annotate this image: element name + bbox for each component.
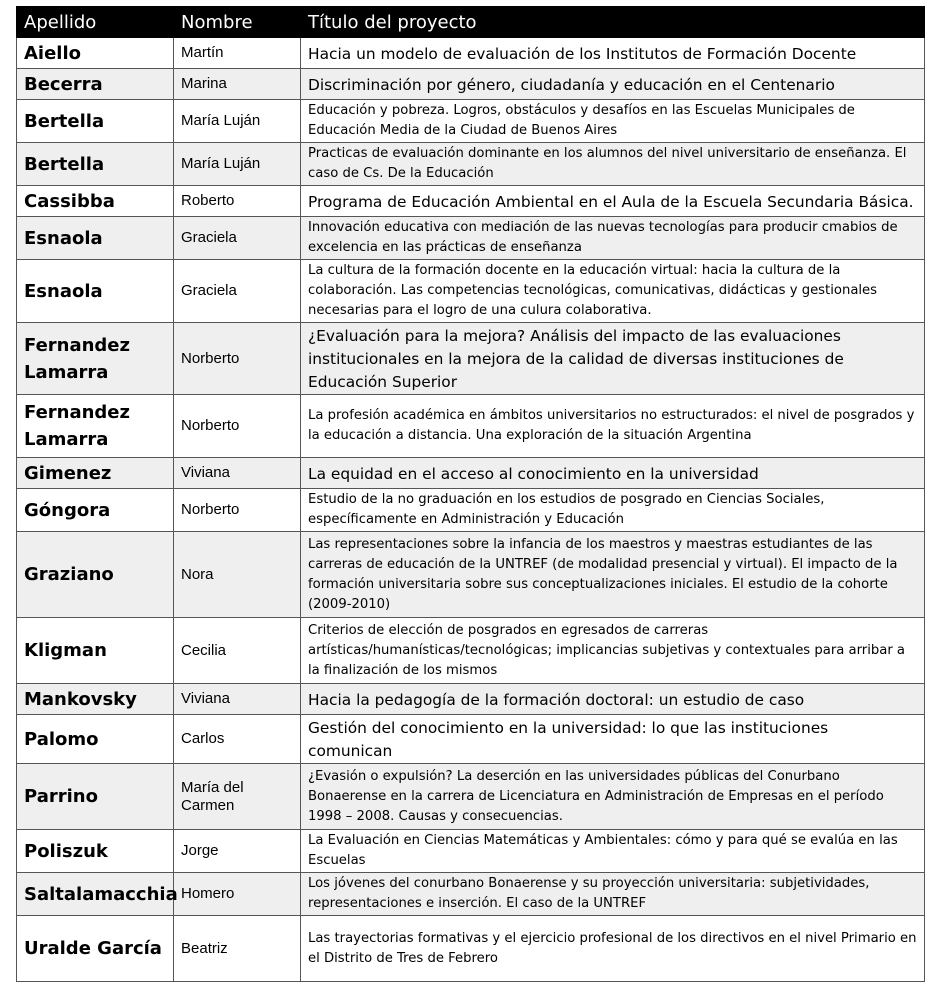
firstname-cell: Norberto (174, 489, 301, 532)
table-row (17, 618, 925, 684)
header-row (17, 7, 925, 38)
title-cell: La profesión académica en ámbitos universitarios no estructurados: el nivel de posgrados y la educación a distancia. Una exploración de la situación Argentina (301, 395, 925, 458)
title-cell: La cultura de la formación docente en la educación virtual: hacia la cultura de la colaboración. Las competencias tecnológicas, comunicativas, didácticas y gestionales necesarias para el logro de una culura colaborativa. (301, 260, 925, 323)
surname-cell: Bertella (17, 100, 174, 143)
surname-cell: Becerra (17, 69, 174, 100)
surname-cell: Fernandez Lamarra (17, 323, 174, 395)
firstname-cell: Norberto (174, 395, 301, 458)
surname-cell: Esnaola (17, 217, 174, 260)
title-cell: Las trayectorias formativas y el ejercicio profesional de los directivos en el nivel Primario en el Distrito de Tres de Febrero (301, 916, 925, 982)
table-row (17, 100, 925, 143)
surname-cell: Esnaola (17, 260, 174, 323)
surname-cell: Góngora (17, 489, 174, 532)
title-cell: Practicas de evaluación dominante en los alumnos del nivel universitario de enseñanza. El caso de Cs. De la Educación (301, 143, 925, 186)
table-row (17, 916, 925, 982)
surname-cell: Bertella (17, 143, 174, 186)
table-row (17, 217, 925, 260)
table-row (17, 458, 925, 489)
table-row (17, 715, 925, 764)
firstname-cell: Graciela (174, 217, 301, 260)
title-cell: Estudio de la no graduación en los estudios de posgrado en Ciencias Sociales, específicamente en Administración y Educación (301, 489, 925, 532)
table-row (17, 830, 925, 873)
projects-table (16, 6, 925, 982)
title-cell: Hacia un modelo de evaluación de los Institutos de Formación Docente (301, 38, 925, 69)
title-cell: Educación y pobreza. Logros, obstáculos y desafíos en las Escuelas Municipales de Educación Media de la Ciudad de Buenos Aires (301, 100, 925, 143)
title-cell: Innovación educativa con mediación de las nuevas tecnologías para producir cmabios de excelencia en las prácticas de enseñanza (301, 217, 925, 260)
firstname-cell: Jorge (174, 830, 301, 873)
firstname-cell: Martín (174, 38, 301, 69)
table-row (17, 684, 925, 715)
surname-cell: Aiello (17, 38, 174, 69)
title-cell: Gestión del conocimiento en la universidad: lo que las instituciones comunican (301, 715, 925, 764)
title-cell: Los jóvenes del conurbano Bonaerense y su proyección universitaria: subjetividades, representaciones e inserción. El caso de la UNTREF (301, 873, 925, 916)
firstname-cell: Marina (174, 69, 301, 100)
firstname-cell: Carlos (174, 715, 301, 764)
table-row (17, 143, 925, 186)
table-row (17, 532, 925, 618)
title-cell: Criterios de elección de posgrados en egresados de carreras artísticas/humanísticas/tecnológicas; implicancias subjetivas y contextuales para arribar a la finalización de los mismos (301, 618, 925, 684)
table-row (17, 489, 925, 532)
surname-cell: Mankovsky (17, 684, 174, 715)
surname-cell: Parrino (17, 764, 174, 830)
firstname-cell: Graciela (174, 260, 301, 323)
table-row (17, 873, 925, 916)
title-cell: ¿Evaluación para la mejora? Análisis del impacto de las evaluaciones institucionales en la mejora de la calidad de diversas instituciones de Educación Superior (301, 323, 925, 395)
firstname-cell: María del Carmen (174, 764, 301, 830)
table-row (17, 69, 925, 100)
title-cell: ¿Evasión o expulsión? La deserción en las universidades públicas del Conurbano Bonaerense en la carrera de Licenciatura en Administración de Empresas en el período 1998 – 2008. Causas y consecuencias. (301, 764, 925, 830)
title-cell: Las representaciones sobre la infancia de los maestros y maestras estudiantes de las carreras de educación de la UNTREF (de modalidad presencial y virtual). El impacto de la formación universitaria sobre sus conceptualizaciones iniciales. El estudio de la cohorte (2009-2010) (301, 532, 925, 618)
firstname-cell: Homero (174, 873, 301, 916)
surname-cell: Graziano (17, 532, 174, 618)
table-row (17, 38, 925, 69)
header-title: Título del proyecto (301, 7, 925, 38)
firstname-cell: Beatriz (174, 916, 301, 982)
surname-cell: Gimenez (17, 458, 174, 489)
header-surname: Apellido (17, 7, 174, 38)
firstname-cell: Nora (174, 532, 301, 618)
firstname-cell: Roberto (174, 186, 301, 217)
firstname-cell: Viviana (174, 458, 301, 489)
table-row (17, 764, 925, 830)
title-cell: Hacia la pedagogía de la formación doctoral: un estudio de caso (301, 684, 925, 715)
surname-cell: Palomo (17, 715, 174, 764)
table-row (17, 395, 925, 458)
header-firstname: Nombre (174, 7, 301, 38)
surname-cell: Kligman (17, 618, 174, 684)
table-row (17, 186, 925, 217)
title-cell: Programa de Educación Ambiental en el Aula de la Escuela Secundaria Básica. (301, 186, 925, 217)
surname-cell: Saltalamacchia (17, 873, 174, 916)
table-row (17, 260, 925, 323)
firstname-cell: Cecilia (174, 618, 301, 684)
firstname-cell: María Luján (174, 143, 301, 186)
title-cell: La Evaluación en Ciencias Matemáticas y Ambientales: cómo y para qué se evalúa en las Escuelas (301, 830, 925, 873)
surname-cell: Poliszuk (17, 830, 174, 873)
firstname-cell: Norberto (174, 323, 301, 395)
surname-cell: Fernandez Lamarra (17, 395, 174, 458)
surname-cell: Uralde García (17, 916, 174, 982)
firstname-cell: María Luján (174, 100, 301, 143)
table-row (17, 323, 925, 395)
title-cell: Discriminación por género, ciudadanía y educación en el Centenario (301, 69, 925, 100)
surname-cell: Cassibba (17, 186, 174, 217)
title-cell: La equidad en el acceso al conocimiento en la universidad (301, 458, 925, 489)
firstname-cell: Viviana (174, 684, 301, 715)
